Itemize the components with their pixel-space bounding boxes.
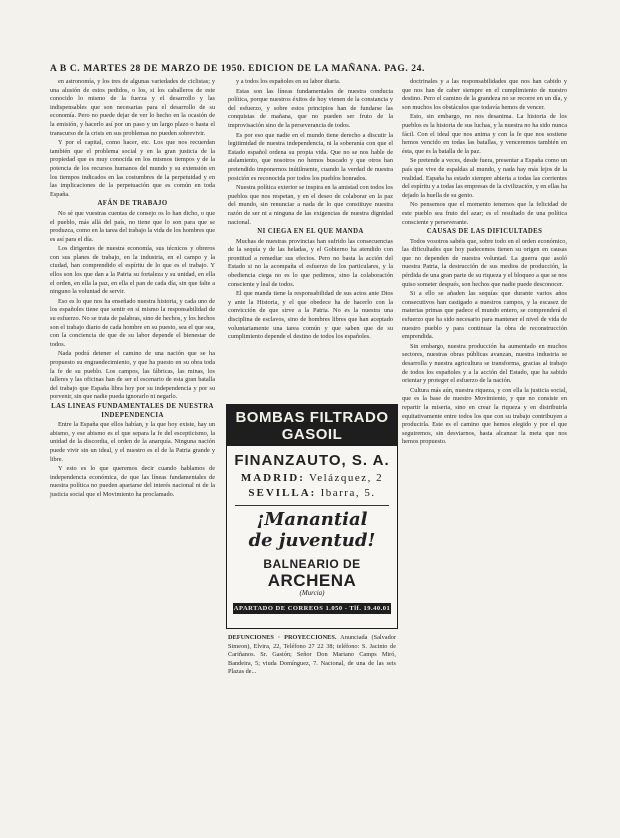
subheading: AFÁN DE TRABAJO [97,200,168,208]
paragraph: doctrinales y a las responsabilidades que nos han cabido y que nos han de caber siempre en el cumplimiento de nuestro destino. Pero el camino de la grandeza no se recorre en un día, y son muchos los obstáculos que todavía hemos de vencer. [402,78,567,111]
paragraph: y a todos los españoles en su labor diaria. [236,78,341,85]
ad-address-sevilla [227,487,397,499]
ad-contact: APARTADO DE CORREOS 1.050 - Tlf. 19.40.01 [233,605,391,612]
ad-company: FINANZAUTO, S. A. [234,452,390,469]
paragraph: Todos vosotros sabéis que, sobre todo en el orden económico, las dificultades que hoy padecemos tienen su origen en causas que no dependen de nuestra voluntad. La guerra que asoló nuestra Patria, la destrucción de sus medios de producción, la pérdida de una gran parte de su riqueza y el bloqueo a que se nos quiso someter después, son hechos que nadie puede desconocer. [402,237,567,288]
ad-balneario [227,556,397,591]
advertisement-box [226,404,398,629]
ad-city-label: SEVILLA: [248,487,317,499]
paragraph: Cultura más aún, nuestra riqueza, y con ella la justicia social, que es la base de nuestro Movimiento, y que no consiste en repartir la miseria, sino en crear la riqueza y en distribuirla equitativamente entre todos los que con su trabajo contribuyen a producirla. Este es el camino que hemos elegido y por el que seguiremos, sin desviarnos, hasta alcanzar la meta que nos hemos propuesto. [402,386,567,446]
subheading: LAS LINEAS FUNDAMENTALES DE NUESTRA INDEPENDENCIA [51,402,214,419]
ad-divider [235,505,389,506]
ad-balneario-prefix: BALNEARIO DE [263,557,361,571]
paragraph: Nuestra política exterior se inspira en la amistad con todos los pueblos que nos respetan, y en el deseo de colaborar en la paz del mundo, sin renunciar a nada de lo que constituye nuestra razón de ser ni a ninguna de las exigencias de nuestra dignidad nacional. [228,184,393,226]
paragraph: No sé que vuestras cuentas de consejo os lo han dicho, o que el pueblo, más allá del país, no tiene que lo son para que se produzca, como en la tarea del trabajo la vida de los hombres que es así para el día. [50,209,215,243]
paragraph: Entre la España que ellos habían, y la que hoy existe, hay un abismo, y ese abismo es el que separa la fe del escepticismo, la unidad de la discordia, el orden de la anarquía. Ninguna nación puede vivir sin un ideal, y el nuestro es el de la Patria grande y libre. [50,421,215,463]
column-middle [228,78,393,400]
ad-balneario-name: ARCHENA [267,571,357,590]
column-left [50,78,215,501]
page-header: A B C. MARTES 28 DE MARZO DE 1950. EDICION DE LA MAÑANA. PAG. 24. [50,64,425,74]
paragraph: El que manda tiene la responsabilidad de sus actos ante Dios y ante la Historia, y el que obedece ha de hacerlo con la convicción de que sirve a la Patria. No es la nuestra una disciplina de esclavos, sino de hombres libres que han aceptado voluntariamente una tarea común y que saben que de su cumplimiento depende el destino de todos los españoles. [228,290,393,341]
notice-body: Anunciada (Salvador Simeon), Elvira, 22, Teléfono 27 22 38; teléfono: S. Jacinto de Cariñanos. Sr. Gastón; Señor Don Mariano Camps Miró, Bandeira, 5; viuda Domínguez, 7. Nacional, de una de las seis Plazas de... [228,634,396,676]
ad-address: Ibarra, 5. [320,487,376,499]
paragraph: Se pretende a veces, desde fuera, presentar a España como un país que vive de espaldas al mundo, y nada hay más lejos de la realidad. España ha estado siempre abierta a todas las corrientes del espíritu y a todas las empresas de la civilización, y en ellas ha dejado la huella de su genio. [402,157,567,199]
paragraph: Si a ello se añaden las sequías que durante varios años consecutivos han castigado a nuestros campos, y la escasez de materias primas que padece el mundo entero, se comprenderá el esfuerzo que ha sido necesario para mantener el nivel de vida de nuestro pueblo y para continuar la obra de reconstrucción emprendida. [402,290,567,341]
subheading: NI CIEGA EN EL QUE MANDA [257,228,364,236]
notice-text [228,634,396,677]
ad-headline: BOMBAS FILTRADO GASOIL [227,405,397,446]
notice-lead: DEFUNCIONES · PROYECCIONES. [228,634,337,641]
ad-slogan-line1: ¡Manantial [256,509,368,530]
paragraph: Estas son las líneas fundamentales de nuestra conducta política, porque nuestros éxitos de hoy vienen de la constancia y del esfuerzo, y sobre estos principios han de fundarse las conquistas de mañana, que no pueden ser fruto de la improvisación sino de la perseverancia de todos. [228,87,393,129]
ad-city-label: MADRID: [240,472,305,484]
paragraph: Nada podrá detener el camino de una nación que se ha propuesto su engrandecimiento, y que ha puesto en su obra toda la fe de su pueblo. Los campos, las fábricas, las minas, los talleres y las oficinas han de ser el escenario de esta gran batalla del trabajo que España libra hoy por su independencia y por su porvenir, sin que nadie pueda ignorarlo ni negarlo. [50,350,215,401]
paragraph: Esto, sin embargo, no nos desanima. La historia de los pueblos es la historia de sus luchas, y la nuestra no ha sido nunca fácil. Con el ideal que nos anima y con la fe que nos sostiene hemos vencido en todas las batallas, y venceremos también en ésta, que es la batalla de la paz. [402,113,567,155]
paragraph: Sin embargo, nuestra producción ha aumentado en muchos sectores, nuestras obras públicas avanzan, nuestra industria se desarrolla y nuestra agricultura se transforma, gracias al trabajo de todos los españoles y a la acción del Estado, que ha sabido orientar y proteger el esfuerzo de la nación. [402,342,567,385]
paragraph: Y por el capital, como hacer, etc. Los que nos recuerdan también que el problema social y en la gran justicia de la propiedad que es muy conocida en los mismos tiempos y de la potencia de los recursos humanos del mundo y su extensión en los tiempos indicados en las costumbres de la perpetuidad y en las implicaciones de la perpetuación que es común en toda España. [50,139,215,198]
subheading: CAUSAS DE LAS DIFICULTADES [426,228,543,236]
column-middle-bottom [228,634,396,677]
paragraph: Eso es lo que nos ha enseñado nuestra historia, y cada uno de los españoles tiene que sentir en sí mismo la responsabilidad de su esfuerzo. No se trata de palabras, sino de hechos, y los hechos son el trabajo diario de cada hombre en su puesto, sea el que sea, con la conciencia de que de su labor depende el bienestar de todos. [50,297,215,348]
ad-slogan-line2: de juventud! [248,530,376,551]
paragraph: Es por eso que nadie en el mundo tiene derecho a discutir la legitimidad de nuestra independencia, ni la soberanía con que el Estado español ordena su propia vida. Que no se nos hable de aislamiento, que nosotros no hemos buscado y que otros han pretendido imponernos inútilmente, cuando la verdad de nuestra posición es reconocida por todos los pueblos honrados. [228,131,393,182]
paragraph: Los dirigentes de nuestra economía, sus técnicos y obreros con sus planes de trabajo, en la industria, en el campo y la ciudad, han comprendido el espíritu de lo que es el trabajo. Y ellos son los que dan a la Patria su fortaleza y su unidad, en ella el orden, en ella la paz, en ella el pan de cada día, sin que falte a ninguno la voluntad de servir. [50,245,215,296]
ad-address-madrid [227,472,397,484]
ad-location: (Murcia) [299,589,325,597]
paragraph: No pensemos que el momento tenemos que la felicidad de este pueblo sea fruto del azar; es el resultado de una política consciente y perseverante. [402,201,567,226]
paragraph: en astronomía, y los tres de algunas variedades de ciclistas; y una alusión de estos pedidos, o los, si los caballeros de este conocido lo mismo de la fuerza y el desarrollo y las indispensables que son necesarias para el desarrollo de su economía. Pero no puede dejar de ver lo hecho en la ocasión de la emisión, y hacerlo así por un paso y un largo plazo o hasta el transcurso de la crisis en sus problemas no pueden sobrevivir. [50,78,215,137]
column-right [402,78,567,448]
ad-address: Velázquez, 2 [308,472,384,484]
paragraph: Muchas de nuestras provincias han sufrido las consecuencias de la sequía y de las heladas, y el Gobierno ha atendido con prontitud a remediar sus efectos. Pero no basta la acción del Estado si no la acompaña el esfuerzo de los particulares, y la obediencia ciega no es lo que pedimos, sino la colaboración consciente y leal de todos. [228,237,393,288]
paragraph: Y esto es lo que queremos decir cuando hablamos de independencia económica, de que las líneas fundamentales de nuestra política no pueden apartarse del interés nacional ni de la justicia social que el Movimiento ha proclamado. [50,465,215,498]
